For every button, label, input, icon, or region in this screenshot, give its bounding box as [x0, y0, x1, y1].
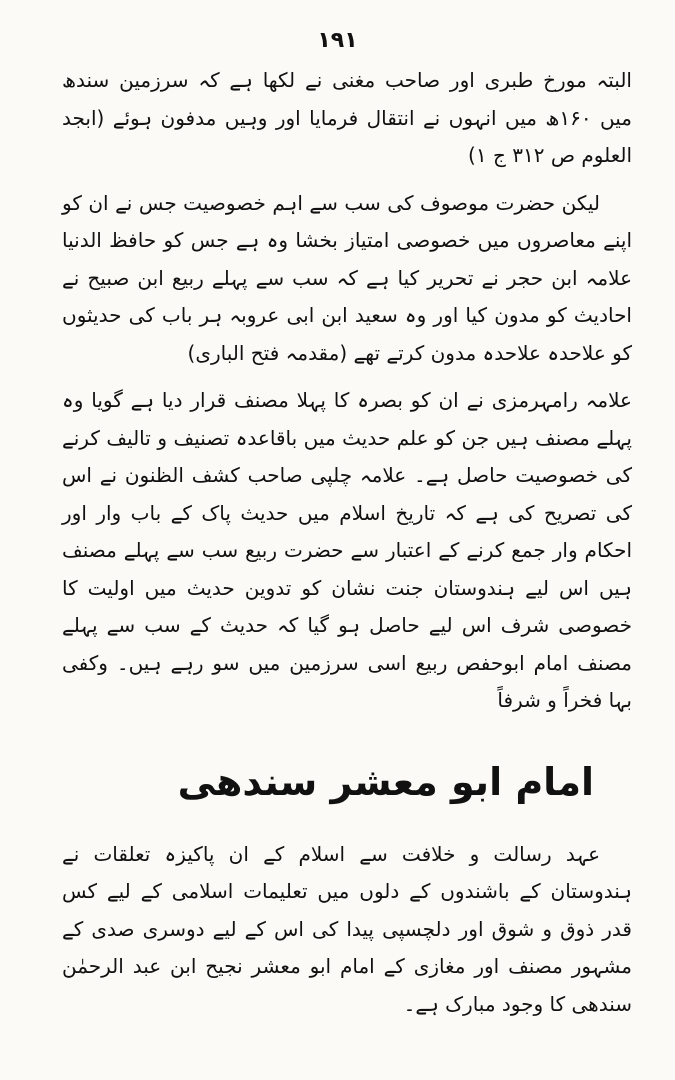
page-body	[62, 62, 632, 1033]
page-number: ١٩١	[317, 28, 358, 53]
paragraph-intro-abu-mashar: عہد رسالت و خلافت سے اسلام کے ان پاکیزہ تعلقات نے ہندوستان کے باشندوں کے دلوں میں تعلیمات اسلامی کے لیے کس قدر ذوق و شوق اور دلچسپی پیدا کی اس کے لیے دوسری صدی کے مشہور مصنف اور مغازی کے امام ابو معشر نجیح ابن عبد الرحمٰن سندھی کا وجود مبارک ہے۔	[62, 841, 632, 1016]
paragraph-distinction: لیکن حضرت موصوف کی سب سے اہم خصوصیت جس نے ان کو اپنے معاصروں میں خصوصی امتیاز بخشا وہ ہے جس کو حافظ الدنیا علامہ ابن حجر نے تحریر کیا ہے کہ سب سے پہلے ربیع ابن صبیح نے احادیث کو مدون کیا اور وہ سعید ابن ابی عروبہ ہر باب کی حدیثوں کو علاحدہ علاحدہ مدون کرتے تھے (مقدمہ فتح الباری)	[62, 190, 632, 365]
paragraph-first-author: علامہ رامہرمزی نے ان کو بصرہ کا پہلا مصنف قرار دیا ہے گویا وہ پہلے مصنف ہیں جن کو علم حدیث میں باقاعدہ تصنیف و تالیف کرنے کی خصوصیت حاصل ہے۔ علامہ چلپی صاحب کشف الظنون نے اس کی تصریح کی ہے کہ تاریخ اسلام میں حدیث پاک کے باب وار اور احکام وار جمع کرنے کے اعتبار سے حضرت ربیع سب سے پہلے مصنف ہیں اس لیے ہندوستان جنت نشان کو تدوین حدیث میں اولیت کا خصوصی شرف اس لیے حاصل ہو گیا کہ حدیث کے سب سے پہلے مصنف امام ابوحفص ربیع اسی سرزمین میں سو رہے ہیں۔ وکفی بہا فخراً و شرفاً	[62, 388, 632, 712]
paragraph-death-note: البتہ مورخ طبری اور صاحب مغنی نے لکھا ہے کہ سرزمین سندھ میں ۱۶۰ھ میں انہوں نے انتقال فرمایا اور وہیں مدفون ہوئے (ابجد العلوم ص ۳۱۲ ج ۱)	[62, 68, 632, 167]
section-heading: امام ابو معشر سندھی	[177, 759, 594, 804]
